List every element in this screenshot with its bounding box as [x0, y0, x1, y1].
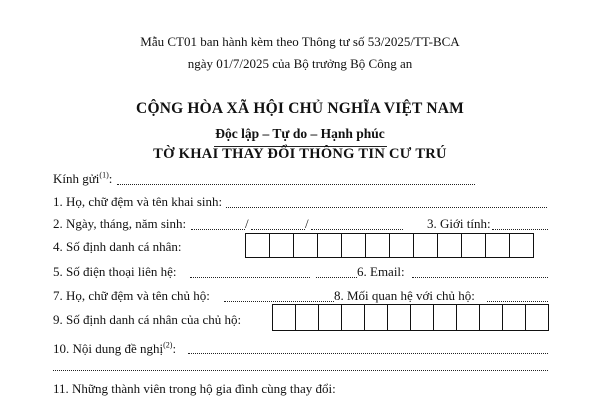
- household-head-id-label: 9. Số định danh cá nhân của chủ hộ:: [53, 312, 242, 327]
- family-members-label: 11. Những thành viên trong hộ gia đình cùng thay đổi:: [53, 381, 336, 396]
- recipient-field[interactable]: [117, 184, 475, 185]
- gender-field[interactable]: [492, 229, 548, 230]
- national-motto: Độc lập – Tự do – Hạnh phúc: [215, 126, 385, 141]
- id-digit-box[interactable]: [457, 304, 480, 331]
- id-digit-box[interactable]: [480, 304, 503, 331]
- id-digit-box[interactable]: [273, 304, 296, 331]
- phone-label: 5. Số điện thoại liên hệ:: [53, 264, 177, 279]
- birth-name-label: 1. Họ, chữ đệm và tên khai sinh:: [53, 194, 223, 209]
- household-head-name-field[interactable]: [224, 301, 334, 302]
- id-digit-box[interactable]: [503, 304, 526, 331]
- request-content-field[interactable]: [188, 353, 548, 354]
- birth-year-field[interactable]: [311, 229, 403, 230]
- id-digit-box[interactable]: [486, 233, 510, 258]
- phone-field-part2[interactable]: [316, 277, 357, 278]
- nation-name: CỘNG HÒA XÃ HỘI CHỦ NGHĨA VIỆT NAM: [136, 100, 464, 117]
- id-digit-box[interactable]: [388, 304, 411, 331]
- email-field[interactable]: [412, 277, 548, 278]
- household-head-id-boxes[interactable]: [272, 304, 549, 331]
- birth-name-field[interactable]: [226, 207, 547, 208]
- form-title: TỜ KHAI THAY ĐỔI THÔNG TIN CƯ TRÚ: [153, 146, 447, 162]
- id-digit-box[interactable]: [270, 233, 294, 258]
- date-separator-2: /: [305, 216, 309, 231]
- phone-field-part1[interactable]: [190, 277, 310, 278]
- id-digit-box[interactable]: [294, 233, 318, 258]
- id-digit-box[interactable]: [434, 304, 457, 331]
- date-separator-1: /: [245, 216, 249, 231]
- birth-day-field[interactable]: [191, 229, 245, 230]
- id-digit-box[interactable]: [414, 233, 438, 258]
- relationship-label: 8. Mối quan hệ với chủ hộ:: [334, 288, 475, 303]
- id-digit-box[interactable]: [296, 304, 319, 331]
- id-digit-box[interactable]: [390, 233, 414, 258]
- id-digit-box[interactable]: [246, 233, 270, 258]
- id-digit-box[interactable]: [510, 233, 534, 258]
- id-digit-box[interactable]: [526, 304, 549, 331]
- id-digit-box[interactable]: [366, 233, 390, 258]
- id-digit-box[interactable]: [319, 304, 342, 331]
- birth-month-field[interactable]: [251, 229, 305, 230]
- recipient-label: Kính gửi$^{(1)}$:: [53, 170, 113, 186]
- id-digit-box[interactable]: [462, 233, 486, 258]
- email-label: 6. Email:: [357, 264, 405, 279]
- id-digit-box[interactable]: [438, 233, 462, 258]
- date-of-birth-label: 2. Ngày, tháng, năm sinh:: [53, 216, 187, 231]
- household-head-name-label: 7. Họ, chữ đệm và tên chủ hộ:: [53, 288, 210, 303]
- issuing-date-line: ngày 01/7/2025 của Bộ trưởng Bộ Công an: [187, 56, 413, 71]
- relationship-field[interactable]: [487, 301, 548, 302]
- request-content-label: 10. Nội dung đề nghị$^{(2)}$:: [53, 340, 177, 356]
- id-digit-box[interactable]: [365, 304, 388, 331]
- id-digit-box[interactable]: [411, 304, 434, 331]
- id-digit-box[interactable]: [318, 233, 342, 258]
- personal-id-label: 4. Số định danh cá nhân:: [53, 239, 182, 254]
- id-digit-box[interactable]: [342, 233, 366, 258]
- gender-label: 3. Giới tính:: [427, 216, 491, 231]
- personal-id-boxes[interactable]: [245, 233, 534, 258]
- request-content-field-line2[interactable]: [53, 370, 548, 371]
- form-template-reference: Mẫu CT01 ban hành kèm theo Thông tư số 53/2025/TT-BCA: [140, 34, 460, 49]
- id-digit-box[interactable]: [342, 304, 365, 331]
